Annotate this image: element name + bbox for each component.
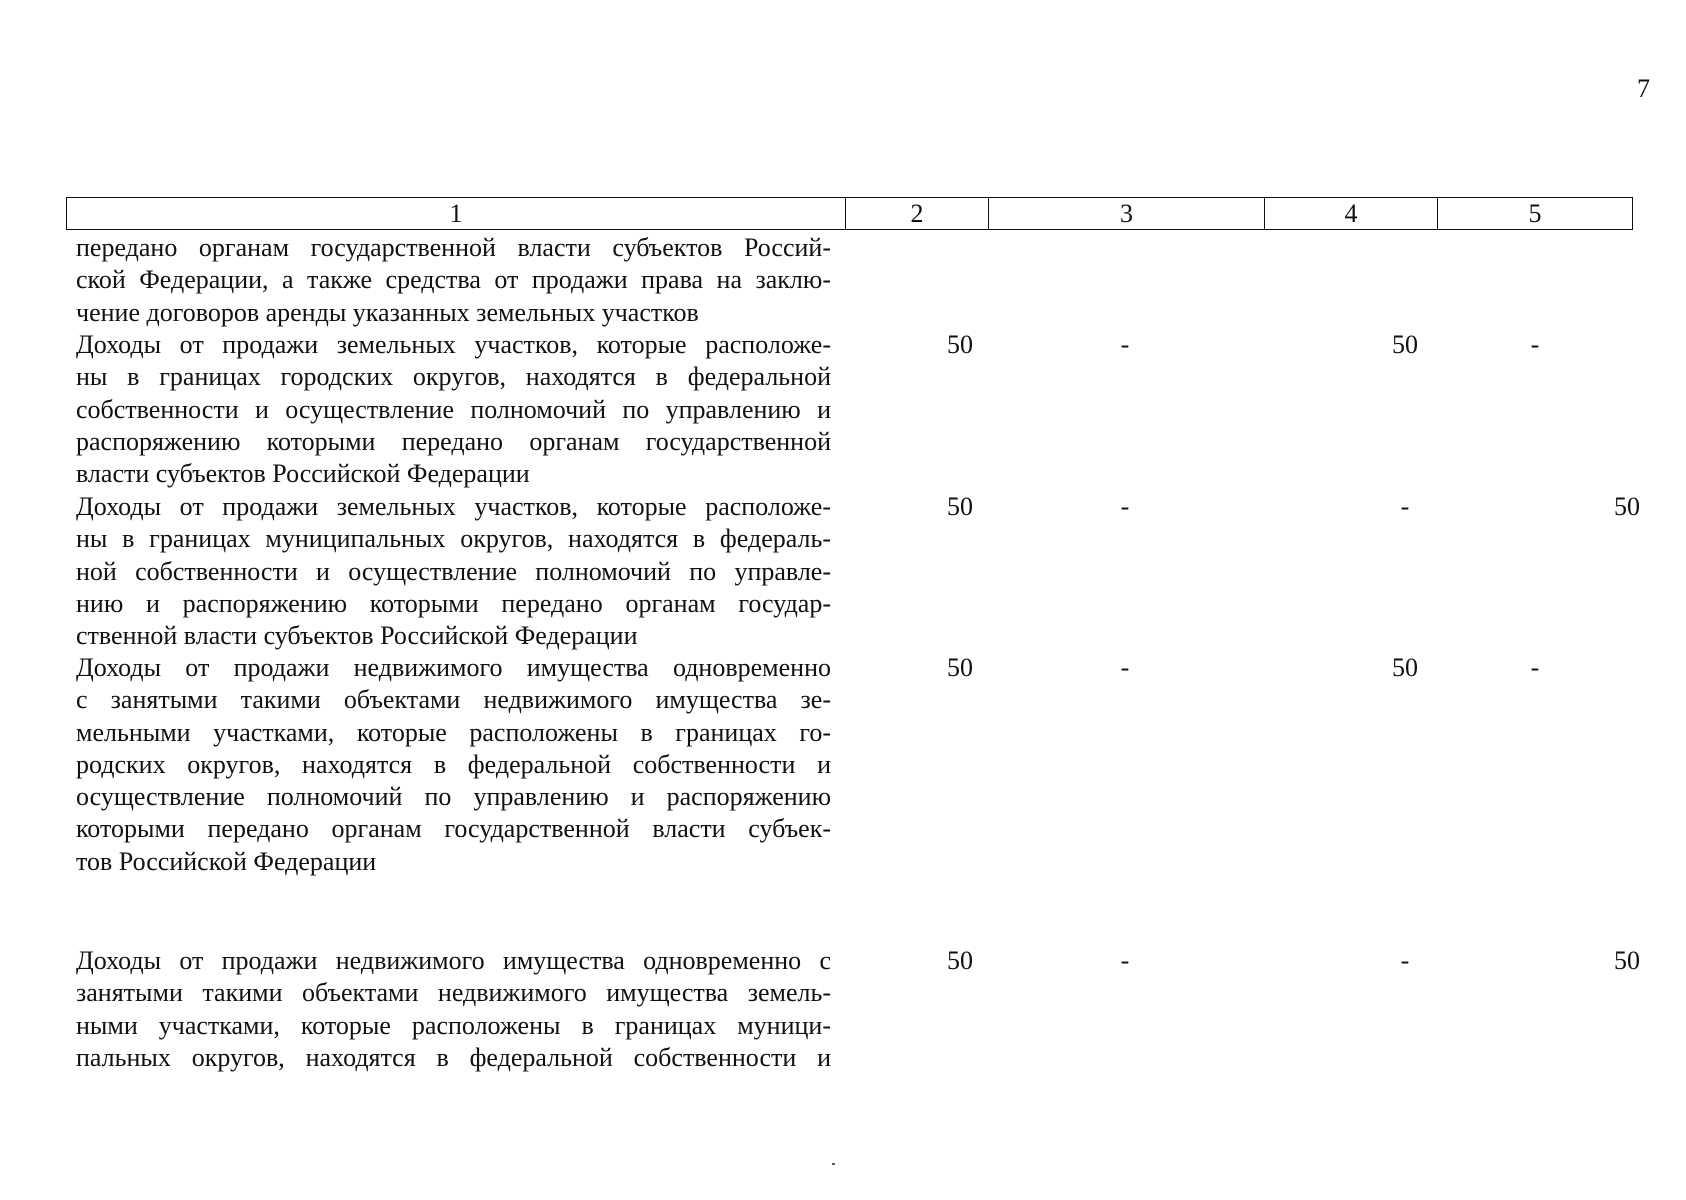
text-line: занятыми такими объектами недвижимого имущества земель- [76,978,831,1008]
cell-col-3: - [1120,330,1130,359]
cell-col-5: 50 [1614,946,1640,975]
text-line: собственности и осуществление полномочий по управлению и [76,394,831,424]
cell-col-2: 50 [947,492,973,521]
text-line: ской Федерации, а также средства от продажи права на заклю- [76,265,831,295]
row-description [76,329,831,490]
cell-col-4: - [1400,492,1410,521]
scan-dot [832,1163,835,1165]
row-description [76,945,831,1074]
cell-col-2: 50 [947,330,973,359]
text-line: ственной власти субъектов Российской Федерации [76,621,638,651]
row-description [76,491,831,652]
text-line: власти субъектов Российской Федерации [76,459,530,489]
cell-col-3: - [1120,653,1130,682]
header-col-2: 2 [846,198,989,229]
text-line: пальных округов, находятся в федеральной собственности и [76,1042,831,1072]
row-description [76,232,831,329]
page-number: 7 [1637,74,1650,103]
cell-col-4: - [1400,946,1410,975]
text-line: Доходы от продажи недвижимого имущества одновременно с [76,946,831,975]
cell-col-2: 50 [947,653,973,682]
text-line: нию и распоряжению которыми передано органам государ- [76,588,831,618]
text-line: родских округов, находятся в федеральной собственности и [76,749,831,779]
cell-col-2: 50 [947,946,973,975]
table-header [66,197,1633,230]
text-line: Доходы от продажи земельных участков, которые расположе- [76,492,831,521]
text-line: чение договоров аренды указанных земельных участков [76,297,699,327]
text-line: ны в границах городских округов, находятся в федеральной [76,362,831,392]
header-col-4: 4 [1265,198,1438,229]
cell-col-3: - [1120,492,1130,521]
text-line: ными участками, которые расположены в границах муници- [76,1010,831,1040]
cell-col-4: 50 [1392,653,1418,682]
text-line: осуществление полномочий по управлению и распоряжению [76,782,831,812]
cell-col-4: 50 [1392,330,1418,359]
header-col-3: 3 [989,198,1265,229]
text-line: Доходы от продажи недвижимого имущества одновременно [76,653,831,682]
row-description [76,652,831,878]
text-line: мельными участками, которые расположены в границах го- [76,717,831,747]
text-line: тов Российской Федерации [76,846,377,876]
cell-col-5: - [1530,653,1540,682]
cell-col-5: 50 [1614,492,1640,521]
text-line: которыми передано органам государственной власти субъек- [76,814,831,844]
text-line: ны в границах муниципальных округов, находятся в федераль- [76,524,831,554]
header-col-5: 5 [1528,199,1542,228]
text-line: ной собственности и осуществление полномочий по управле- [76,556,831,586]
cell-col-5: - [1530,330,1540,359]
text-line: распоряжению которыми передано органам государственной [76,426,831,456]
text-line: Доходы от продажи земельных участков, которые расположе- [76,330,831,359]
header-col-1: 1 [67,198,846,229]
cell-col-3: - [1120,946,1130,975]
text-line: передано органам государственной власти субъектов Россий- [76,233,831,262]
text-line: с занятыми такими объектами недвижимого имущества зе- [76,685,831,715]
